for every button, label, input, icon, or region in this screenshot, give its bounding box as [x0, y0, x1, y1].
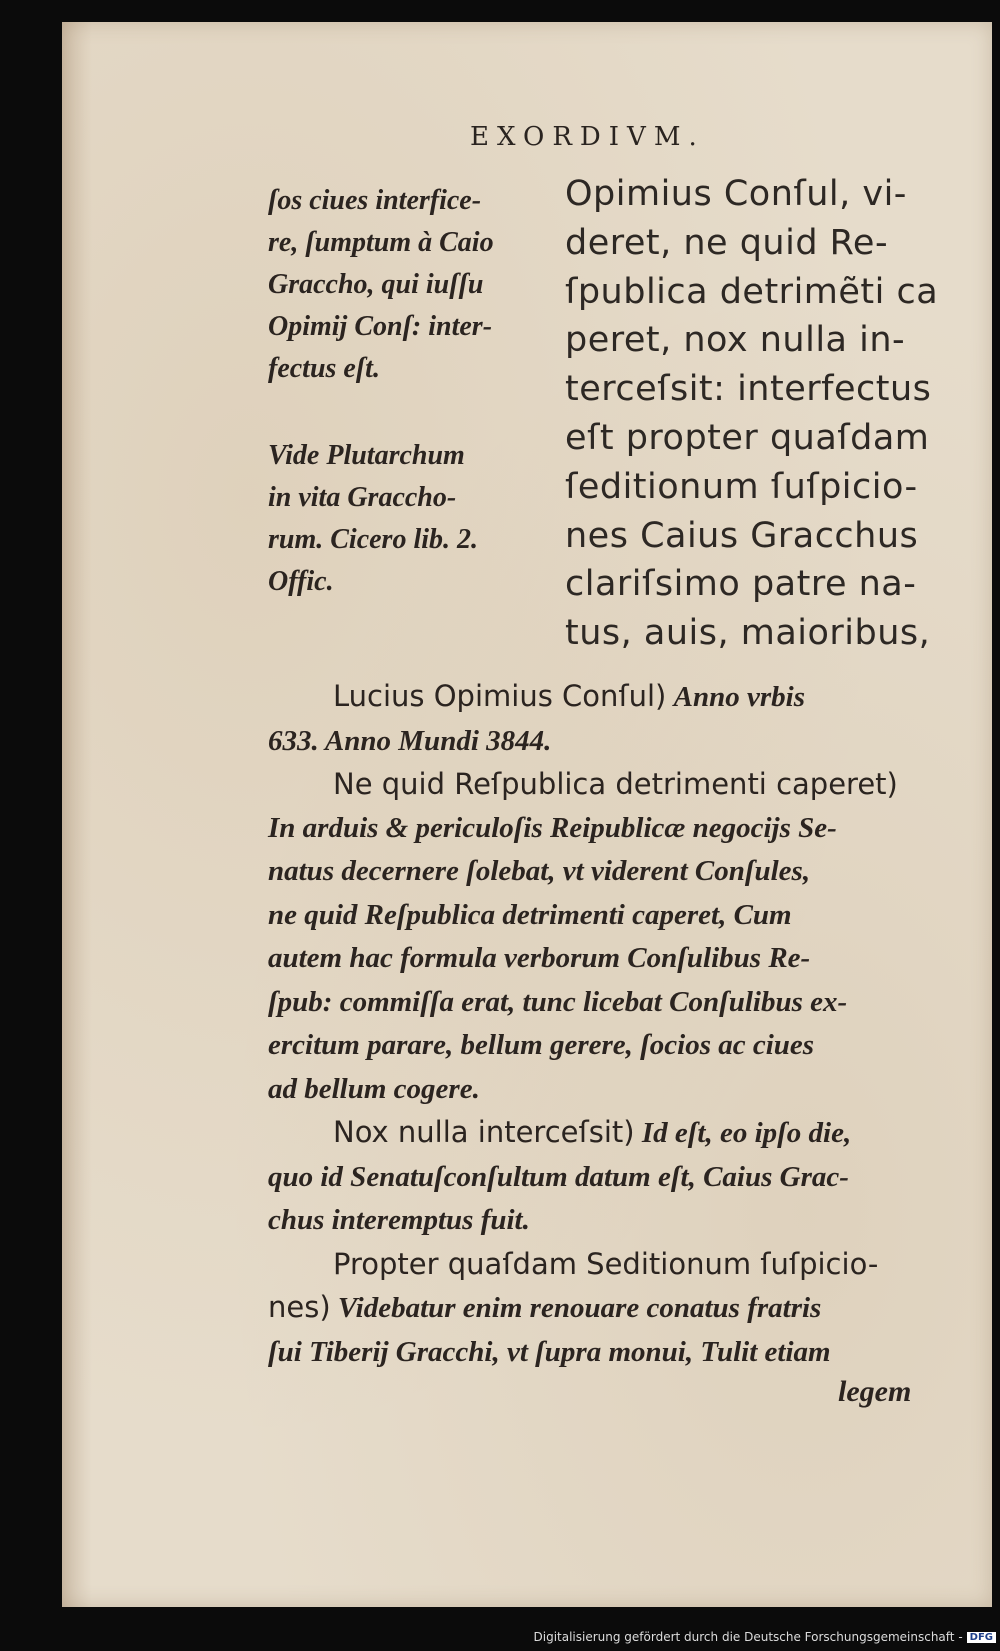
commentary-body	[268, 675, 938, 1374]
margin-line: Offic.	[268, 566, 334, 597]
margin-line: fectus eſt.	[268, 353, 380, 384]
lemma: Lucius Opimius Conſul)	[333, 679, 667, 713]
main-line: Opimius Conſul, vi-	[565, 174, 907, 214]
margin-note-citizens	[268, 180, 548, 390]
footer-text: Digitalisierung gefördert durch die Deutsche Forschungsgemeinschaft -	[533, 1630, 963, 1644]
margin-line: Opimij Conſ: inter-	[268, 311, 493, 342]
gloss: Videbatur enim renouare conatus fratris	[337, 1292, 822, 1324]
commentary-paragraph-3	[268, 1111, 938, 1243]
lemma: Ne quid Reſpublica detrimenti caperet)	[333, 767, 898, 801]
commentary-paragraph-4	[268, 1243, 938, 1375]
main-line: ſeditionum ſuſpicio-	[565, 466, 918, 507]
margin-line: re, ſumptum à Caio	[268, 227, 494, 258]
commentary-line: chus interemptus fuit.	[268, 1204, 530, 1236]
margin-note-plutarch	[268, 435, 548, 603]
commentary-line: ad bellum cogere.	[268, 1072, 480, 1105]
margin-line: ſos ciues interfice-	[268, 185, 482, 216]
commentary-paragraph-2	[268, 763, 938, 1111]
commentary-line: autem hac formula verborum Conſulibus Re-	[268, 942, 811, 974]
main-line: nes Caius Gracchus	[565, 515, 919, 556]
commentary-line	[268, 675, 938, 720]
dfg-logo: DFG	[967, 1632, 996, 1643]
commentary-paragraph-1	[268, 675, 938, 763]
commentary-line: 633. Anno Mundi 3844.	[268, 724, 552, 757]
margin-line: Graccho, qui iuſſu	[268, 269, 484, 300]
commentary-line: quo id Senatuſconſultum datum eſt, Caius Grac-	[268, 1160, 849, 1193]
catchword: legem	[838, 1375, 912, 1408]
running-header: EXORDIVM.	[470, 122, 705, 152]
commentary-line: In arduis & periculoſis Reipublicæ negocijs Se-	[268, 811, 837, 844]
main-line: tus, auis, maioribus,	[565, 613, 931, 654]
lemma-end: nes)	[268, 1290, 331, 1324]
main-line: terceſsit: interfectus	[565, 369, 932, 410]
commentary-line: ſui Tiberij Gracchi, vt ſupra monui, Tulit etiam	[268, 1335, 831, 1368]
commentary-line	[268, 1286, 938, 1331]
lemma: Propter quaſdam Seditionum ſuſpicio-	[333, 1246, 879, 1281]
commentary-line	[268, 1111, 938, 1156]
main-text-column	[565, 170, 945, 658]
main-line: peret, nox nulla in-	[565, 320, 906, 361]
digitization-footer	[534, 1627, 997, 1647]
margin-line: in vita Graccho-	[268, 482, 457, 513]
commentary-line: natus decernere ſolebat, vt viderent Conſules,	[268, 855, 811, 887]
margin-line: Vide Plutarchum	[268, 440, 465, 471]
commentary-line: ne quid Reſpublica detrimenti caperet, Cum	[268, 898, 792, 931]
main-line: ſpublica detrimẽti ca	[565, 271, 939, 312]
main-line: eſt propter quaſdam	[565, 417, 930, 458]
margin-line: rum. Cicero lib. 2.	[268, 524, 479, 555]
lemma: Nox nulla interceſsit)	[333, 1115, 635, 1149]
gloss: Anno vrbis	[673, 681, 805, 713]
commentary-line: ſpub: commiſſa erat, tunc licebat Conſulibus ex-	[268, 985, 848, 1018]
main-line: clariſsimo patre na-	[565, 564, 917, 605]
gloss: Id eſt, eo ipſo die,	[641, 1117, 852, 1149]
main-line: deret, ne quid Re-	[565, 222, 889, 263]
commentary-line: ercitum parare, bellum gerere, ſocios ac ciues	[268, 1029, 815, 1061]
